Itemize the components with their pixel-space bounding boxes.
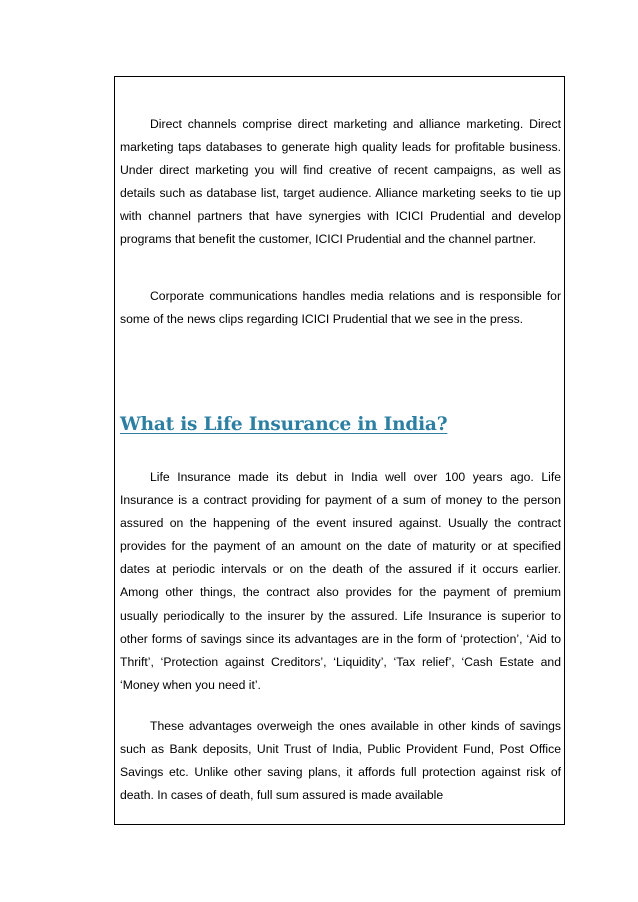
section-heading: What is Life Insurance in India? bbox=[120, 414, 448, 435]
paragraph-direct-channels: Direct channels comprise direct marketing and alliance marketing. Direct marketing taps databases to generate high quality leads for profitable business. Under direct marketing you will find creative of recent campaigns, as well as details such as database list, target audience. Alliance marketing seeks to tie up with channel partners that have synergies with ICICI Prudential and develop programs that benefit the customer, ICICI Prudential and the channel partner. bbox=[120, 117, 561, 247]
paragraph-corporate-communications: Corporate communications handles media relations and is responsible for some of the news clips regarding ICICI Prudential that we see in the press. bbox=[120, 289, 561, 327]
paragraph-life-insurance-intro: Life Insurance made its debut in India well over 100 years ago. Life Insurance is a contract providing for payment of a sum of money to the person assured on the happening of the event insured against. Usually the contract provides for the payment of an amount on the date of maturity or at specified dates at periodic intervals or on the death of the assured if it occurs earlier. Among other things, the contract also provides for the payment of premium usually periodically to the insurer by the assured. Life Insurance is superior to other forms of savings since its advantages are in the form of ‘protection’, ‘Aid to Thrift’, ‘Protection against Creditors’, ‘Liquidity’, ‘Tax relief’, ‘Cash Estate and ‘Money when you need it’. bbox=[120, 470, 561, 692]
paragraph-advantages: These advantages overweigh the ones available in other kinds of savings such as Bank deposits, Unit Trust of India, Public Provident Fund, Post Office Savings etc. Unlike other saving plans, it affords full protection against risk of death. In cases of death, full sum assured is made available bbox=[120, 719, 561, 803]
